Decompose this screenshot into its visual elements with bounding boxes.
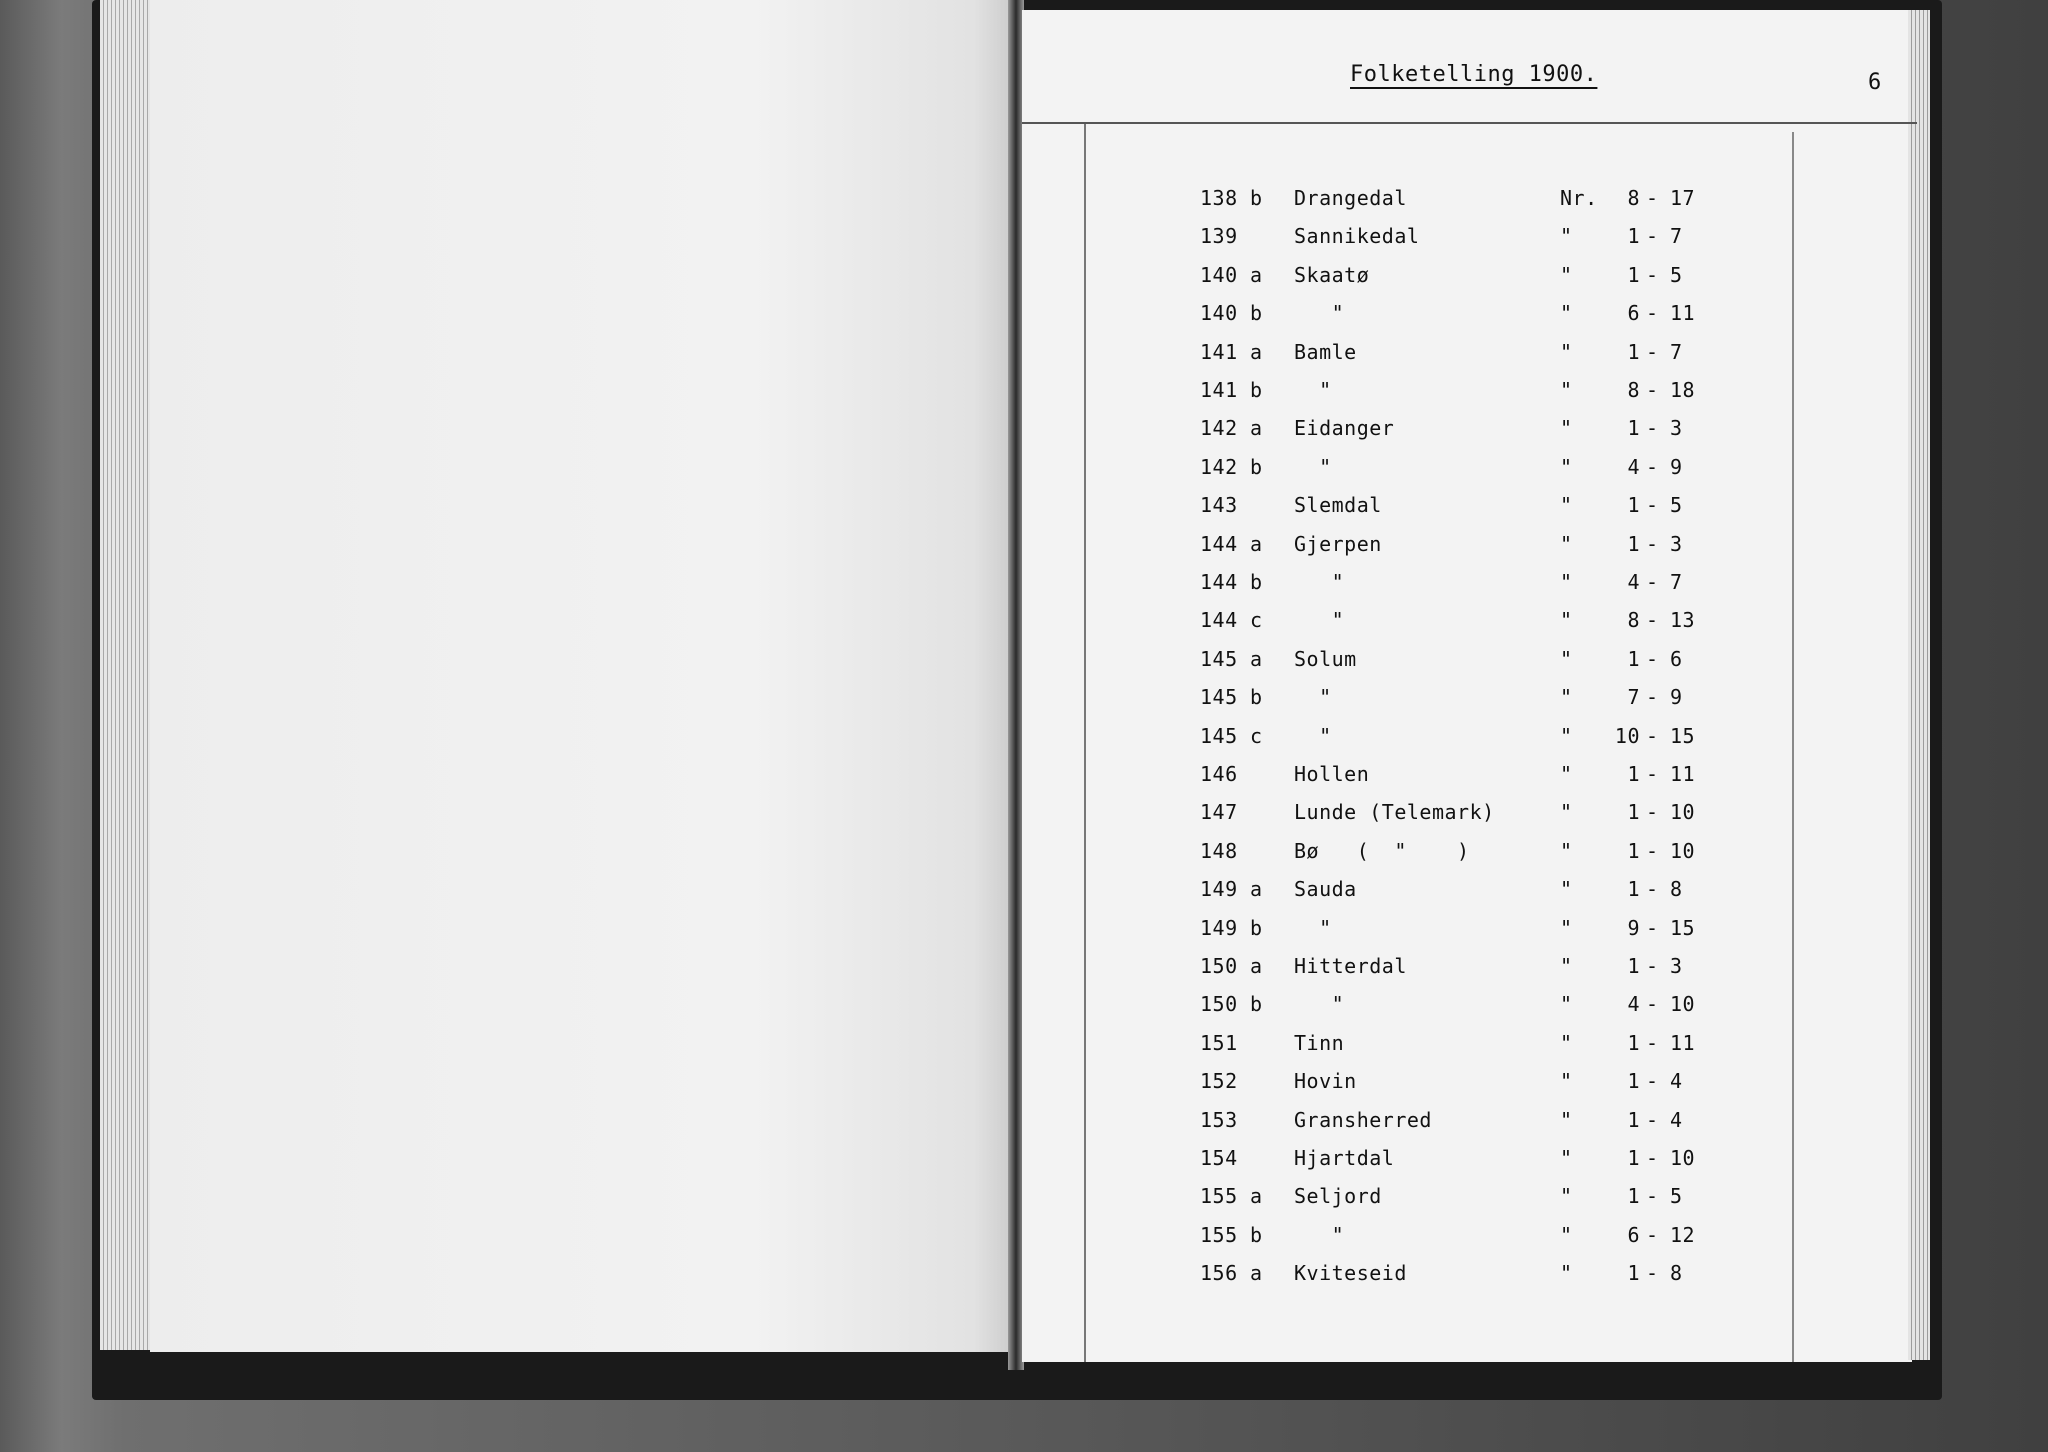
entry-range-dash: - — [1646, 493, 1659, 518]
census-entry-row — [1200, 570, 1700, 600]
left-page-show-through — [150, 0, 1008, 1352]
entry-nr-label: " — [1560, 954, 1573, 978]
census-entry-row — [1200, 1261, 1700, 1291]
entry-nr-label: " — [1560, 1146, 1573, 1170]
entry-range-to: 12 — [1670, 1222, 1696, 1247]
entry-range-dash: - — [1646, 1069, 1659, 1094]
entry-nr-label: " — [1560, 1184, 1573, 1209]
entry-range-dash: - — [1646, 416, 1659, 441]
entry-nr-label: " — [1560, 1030, 1573, 1055]
entry-range-dash: - — [1646, 301, 1659, 326]
entry-suffix: a — [1250, 1184, 1263, 1209]
entry-range-from: 1 — [1627, 838, 1640, 863]
entry-number: 150 — [1200, 954, 1238, 978]
entry-suffix: b — [1250, 454, 1263, 479]
entry-place-name: Gjerpen — [1294, 531, 1382, 556]
entry-range-dash: - — [1646, 224, 1659, 249]
entry-suffix: a — [1250, 954, 1263, 978]
entry-range-from: 1 — [1627, 762, 1640, 786]
entry-place-name: Hjartdal — [1294, 1146, 1395, 1170]
entry-range-to: 11 — [1670, 1030, 1696, 1055]
entry-suffix: b — [1250, 186, 1263, 210]
entry-number: 140 — [1200, 301, 1238, 326]
census-entry-list — [1200, 186, 1700, 1286]
census-entry-row — [1200, 877, 1700, 907]
entry-number: 142 — [1200, 454, 1238, 479]
entry-range-from: 1 — [1627, 646, 1640, 671]
entry-range-from: 1 — [1627, 877, 1640, 902]
entry-suffix: a — [1250, 531, 1263, 556]
entry-nr-label: " — [1560, 992, 1573, 1017]
census-entry-row — [1200, 1184, 1700, 1214]
entry-number: 149 — [1200, 915, 1238, 940]
entry-range-to: 5 — [1670, 262, 1683, 287]
entry-number: 140 — [1200, 262, 1238, 287]
entry-nr-label: " — [1560, 224, 1573, 249]
entry-range-from: 1 — [1627, 224, 1640, 249]
entry-range-from: 1 — [1627, 493, 1640, 518]
page-number: 6 — [1868, 70, 1882, 95]
entry-place-name: " — [1294, 723, 1332, 748]
entry-nr-label: " — [1560, 262, 1573, 287]
entry-range-dash: - — [1646, 762, 1659, 786]
entry-range-to: 10 — [1670, 838, 1696, 863]
entry-number: 144 — [1200, 531, 1238, 556]
entry-nr-label: " — [1560, 493, 1573, 518]
entry-range-to: 13 — [1670, 608, 1696, 633]
entry-range-from: 6 — [1627, 1222, 1640, 1247]
right-margin-rule — [1792, 132, 1794, 1362]
entry-nr-label: " — [1560, 570, 1573, 594]
entry-place-name: Sannikedal — [1294, 224, 1420, 249]
entry-place-name: Solum — [1294, 646, 1357, 671]
entry-range-from: 9 — [1627, 915, 1640, 940]
entry-range-dash: - — [1646, 1222, 1659, 1247]
entry-place-name: " — [1294, 608, 1345, 633]
entry-range-to: 7 — [1670, 224, 1683, 249]
left-margin-rule — [1084, 124, 1086, 1362]
entry-place-name: " — [1294, 454, 1332, 479]
entry-range-from: 1 — [1627, 1107, 1640, 1132]
entry-suffix: a — [1250, 1261, 1263, 1286]
entry-number: 156 — [1200, 1261, 1238, 1286]
census-entry-row — [1200, 532, 1700, 562]
entry-suffix: a — [1250, 262, 1263, 287]
entry-range-to: 7 — [1670, 339, 1683, 364]
census-entry-row — [1200, 263, 1700, 293]
entry-number: 146 — [1200, 762, 1238, 786]
entry-place-name: Seljord — [1294, 1184, 1382, 1209]
entry-suffix: b — [1250, 1222, 1263, 1247]
entry-range-from: 4 — [1627, 570, 1640, 594]
entry-number: 149 — [1200, 877, 1238, 902]
entry-range-dash: - — [1646, 1184, 1659, 1209]
entry-nr-label: " — [1560, 531, 1573, 556]
entry-nr-label: " — [1560, 800, 1573, 825]
entry-nr-label: " — [1560, 1222, 1573, 1247]
entry-range-dash: - — [1646, 954, 1659, 978]
entry-range-from: 1 — [1627, 416, 1640, 441]
entry-place-name: Eidanger — [1294, 416, 1395, 441]
entry-number: 152 — [1200, 1069, 1238, 1094]
entry-range-to: 10 — [1670, 992, 1696, 1017]
census-entry-row — [1200, 1108, 1700, 1138]
entry-nr-label: " — [1560, 762, 1573, 786]
entry-place-name: " — [1294, 992, 1345, 1017]
entry-nr-label: " — [1560, 685, 1573, 710]
page-title: Folketelling 1900. — [1350, 62, 1598, 87]
entry-place-name: Hovin — [1294, 1069, 1357, 1094]
entry-place-name: Bamle — [1294, 339, 1357, 364]
entry-nr-label: " — [1560, 301, 1573, 326]
entry-place-name: " — [1294, 378, 1332, 402]
entry-suffix: a — [1250, 877, 1263, 902]
entry-place-name: Kviteseid — [1294, 1261, 1407, 1286]
entry-number: 153 — [1200, 1107, 1238, 1132]
entry-range-from: 1 — [1627, 339, 1640, 364]
entry-number: 141 — [1200, 378, 1238, 402]
entry-suffix: a — [1250, 646, 1263, 671]
entry-range-from: 1 — [1627, 1184, 1640, 1209]
entry-place-name: Tinn — [1294, 1030, 1345, 1055]
entry-range-dash: - — [1646, 685, 1659, 710]
census-entry-row — [1200, 493, 1700, 523]
entry-number: 147 — [1200, 800, 1238, 825]
census-entry-row — [1200, 685, 1700, 715]
entry-range-to: 6 — [1670, 646, 1683, 671]
entry-range-from: 10 — [1614, 723, 1640, 748]
entry-suffix: b — [1250, 915, 1263, 940]
entry-suffix: b — [1250, 378, 1263, 402]
census-entry-row — [1200, 1069, 1700, 1099]
entry-nr-label: " — [1560, 1261, 1573, 1286]
entry-range-to: 9 — [1670, 454, 1683, 479]
entry-range-dash: - — [1646, 1107, 1659, 1132]
entry-place-name: " — [1294, 915, 1332, 940]
entry-range-from: 1 — [1627, 800, 1640, 825]
entry-range-to: 15 — [1670, 915, 1696, 940]
entry-range-to: 9 — [1670, 685, 1683, 710]
census-entry-row — [1200, 839, 1700, 869]
entry-place-name: Sauda — [1294, 877, 1357, 902]
entry-number: 141 — [1200, 339, 1238, 364]
entry-nr-label: " — [1560, 339, 1573, 364]
entry-range-dash: - — [1646, 262, 1659, 287]
entry-number: 154 — [1200, 1146, 1238, 1170]
entry-place-name: Gransherred — [1294, 1107, 1432, 1132]
entry-range-dash: - — [1646, 531, 1659, 556]
entry-number: 148 — [1200, 838, 1238, 863]
entry-number: 150 — [1200, 992, 1238, 1017]
entry-nr-label: " — [1560, 1069, 1573, 1094]
census-entry-row — [1200, 224, 1700, 254]
census-entry-row — [1200, 1146, 1700, 1176]
census-entry-row — [1200, 647, 1700, 677]
entry-range-to: 8 — [1670, 877, 1683, 902]
entry-place-name: Hitterdal — [1294, 954, 1407, 978]
entry-number: 145 — [1200, 723, 1238, 748]
entry-nr-label: " — [1560, 416, 1573, 441]
entry-range-dash: - — [1646, 723, 1659, 748]
entry-place-name: Drangedal — [1294, 186, 1407, 210]
census-entry-row — [1200, 1031, 1700, 1061]
census-entry-row — [1200, 340, 1700, 370]
census-entry-row — [1200, 954, 1700, 984]
entry-number: 151 — [1200, 1030, 1238, 1055]
entry-nr-label: " — [1560, 378, 1573, 402]
entry-range-from: 8 — [1627, 186, 1640, 210]
census-entry-row — [1200, 762, 1700, 792]
entry-range-dash: - — [1646, 915, 1659, 940]
entry-place-name: " — [1294, 1222, 1345, 1247]
entry-range-from: 1 — [1627, 531, 1640, 556]
entry-range-to: 4 — [1670, 1069, 1683, 1094]
right-page-edges — [1908, 10, 1930, 1360]
entry-number: 143 — [1200, 493, 1238, 518]
entry-range-to: 3 — [1670, 954, 1683, 978]
entry-range-to: 10 — [1670, 1146, 1696, 1170]
entry-number: 145 — [1200, 646, 1238, 671]
entry-range-dash: - — [1646, 186, 1659, 210]
entry-place-name: " — [1294, 570, 1345, 594]
entry-number: 155 — [1200, 1222, 1238, 1247]
entry-range-from: 1 — [1627, 1261, 1640, 1286]
entry-range-to: 18 — [1670, 378, 1696, 402]
entry-range-dash: - — [1646, 608, 1659, 633]
entry-range-to: 8 — [1670, 1261, 1683, 1286]
entry-range-dash: - — [1646, 877, 1659, 902]
entry-nr-label: " — [1560, 646, 1573, 671]
entry-range-to: 5 — [1670, 493, 1683, 518]
entry-place-name: Slemdal — [1294, 493, 1382, 518]
entry-place-name: Bø ( " ) — [1294, 838, 1470, 863]
entry-number: 145 — [1200, 685, 1238, 710]
entry-range-to: 5 — [1670, 1184, 1683, 1209]
entry-range-to: 10 — [1670, 800, 1696, 825]
entry-suffix: b — [1250, 301, 1263, 326]
entry-nr-label: " — [1560, 838, 1573, 863]
entry-range-to: 11 — [1670, 762, 1696, 786]
entry-range-dash: - — [1646, 570, 1659, 594]
entry-range-from: 4 — [1627, 992, 1640, 1017]
entry-range-to: 11 — [1670, 301, 1696, 326]
entry-range-dash: - — [1646, 378, 1659, 402]
entry-range-dash: - — [1646, 339, 1659, 364]
entry-suffix: a — [1250, 416, 1263, 441]
census-entry-row — [1200, 916, 1700, 946]
entry-range-to: 4 — [1670, 1107, 1683, 1132]
entry-range-from: 1 — [1627, 954, 1640, 978]
entry-number: 142 — [1200, 416, 1238, 441]
entry-suffix: b — [1250, 992, 1263, 1017]
entry-nr-label: " — [1560, 454, 1573, 479]
entry-nr-label: " — [1560, 1107, 1573, 1132]
entry-nr-label: " — [1560, 877, 1573, 902]
census-entry-row — [1200, 800, 1700, 830]
entry-range-dash: - — [1646, 992, 1659, 1017]
entry-place-name: Lunde (Telemark) — [1294, 800, 1495, 825]
entry-place-name: Hollen — [1294, 762, 1370, 786]
entry-range-dash: - — [1646, 800, 1659, 825]
entry-suffix: b — [1250, 570, 1263, 594]
entry-range-to: 3 — [1670, 531, 1683, 556]
entry-range-to: 3 — [1670, 416, 1683, 441]
entry-nr-label: " — [1560, 723, 1573, 748]
census-entry-row — [1200, 1223, 1700, 1253]
entry-range-from: 1 — [1627, 1069, 1640, 1094]
census-entry-row — [1200, 186, 1700, 216]
left-page-edges — [100, 0, 152, 1350]
entry-suffix: c — [1250, 723, 1263, 748]
entry-nr-label: " — [1560, 608, 1573, 633]
entry-number: 139 — [1200, 224, 1238, 249]
entry-suffix: b — [1250, 685, 1263, 710]
entry-range-dash: - — [1646, 1146, 1659, 1170]
census-entry-row — [1200, 724, 1700, 754]
census-entry-row — [1200, 416, 1700, 446]
entry-suffix: a — [1250, 339, 1263, 364]
entry-range-from: 7 — [1627, 685, 1640, 710]
entry-number: 144 — [1200, 608, 1238, 633]
entry-range-dash: - — [1646, 646, 1659, 671]
entry-number: 144 — [1200, 570, 1238, 594]
entry-range-to: 17 — [1670, 186, 1696, 210]
census-entry-row — [1200, 608, 1700, 638]
entry-number: 155 — [1200, 1184, 1238, 1209]
entry-nr-label: " — [1560, 915, 1573, 940]
entry-place-name: Skaatø — [1294, 262, 1370, 287]
census-entry-row — [1200, 992, 1700, 1022]
census-entry-row — [1200, 378, 1700, 408]
entry-range-dash: - — [1646, 1030, 1659, 1055]
census-entry-row — [1200, 301, 1700, 331]
entry-range-from: 6 — [1627, 301, 1640, 326]
entry-range-from: 8 — [1627, 378, 1640, 402]
entry-range-from: 4 — [1627, 454, 1640, 479]
entry-range-to: 15 — [1670, 723, 1696, 748]
entry-range-dash: - — [1646, 454, 1659, 479]
entry-range-from: 1 — [1627, 1030, 1640, 1055]
entry-range-from: 8 — [1627, 608, 1640, 633]
census-entry-row — [1200, 455, 1700, 485]
entry-range-from: 1 — [1627, 262, 1640, 287]
entry-nr-label: Nr. — [1560, 186, 1598, 210]
entry-number: 138 — [1200, 186, 1238, 210]
entry-range-to: 7 — [1670, 570, 1683, 594]
entry-place-name: " — [1294, 685, 1332, 710]
entry-place-name: " — [1294, 301, 1345, 326]
entry-suffix: c — [1250, 608, 1263, 633]
header-rule — [1022, 122, 1917, 124]
entry-range-from: 1 — [1627, 1146, 1640, 1170]
entry-range-dash: - — [1646, 838, 1659, 863]
entry-range-dash: - — [1646, 1261, 1659, 1286]
